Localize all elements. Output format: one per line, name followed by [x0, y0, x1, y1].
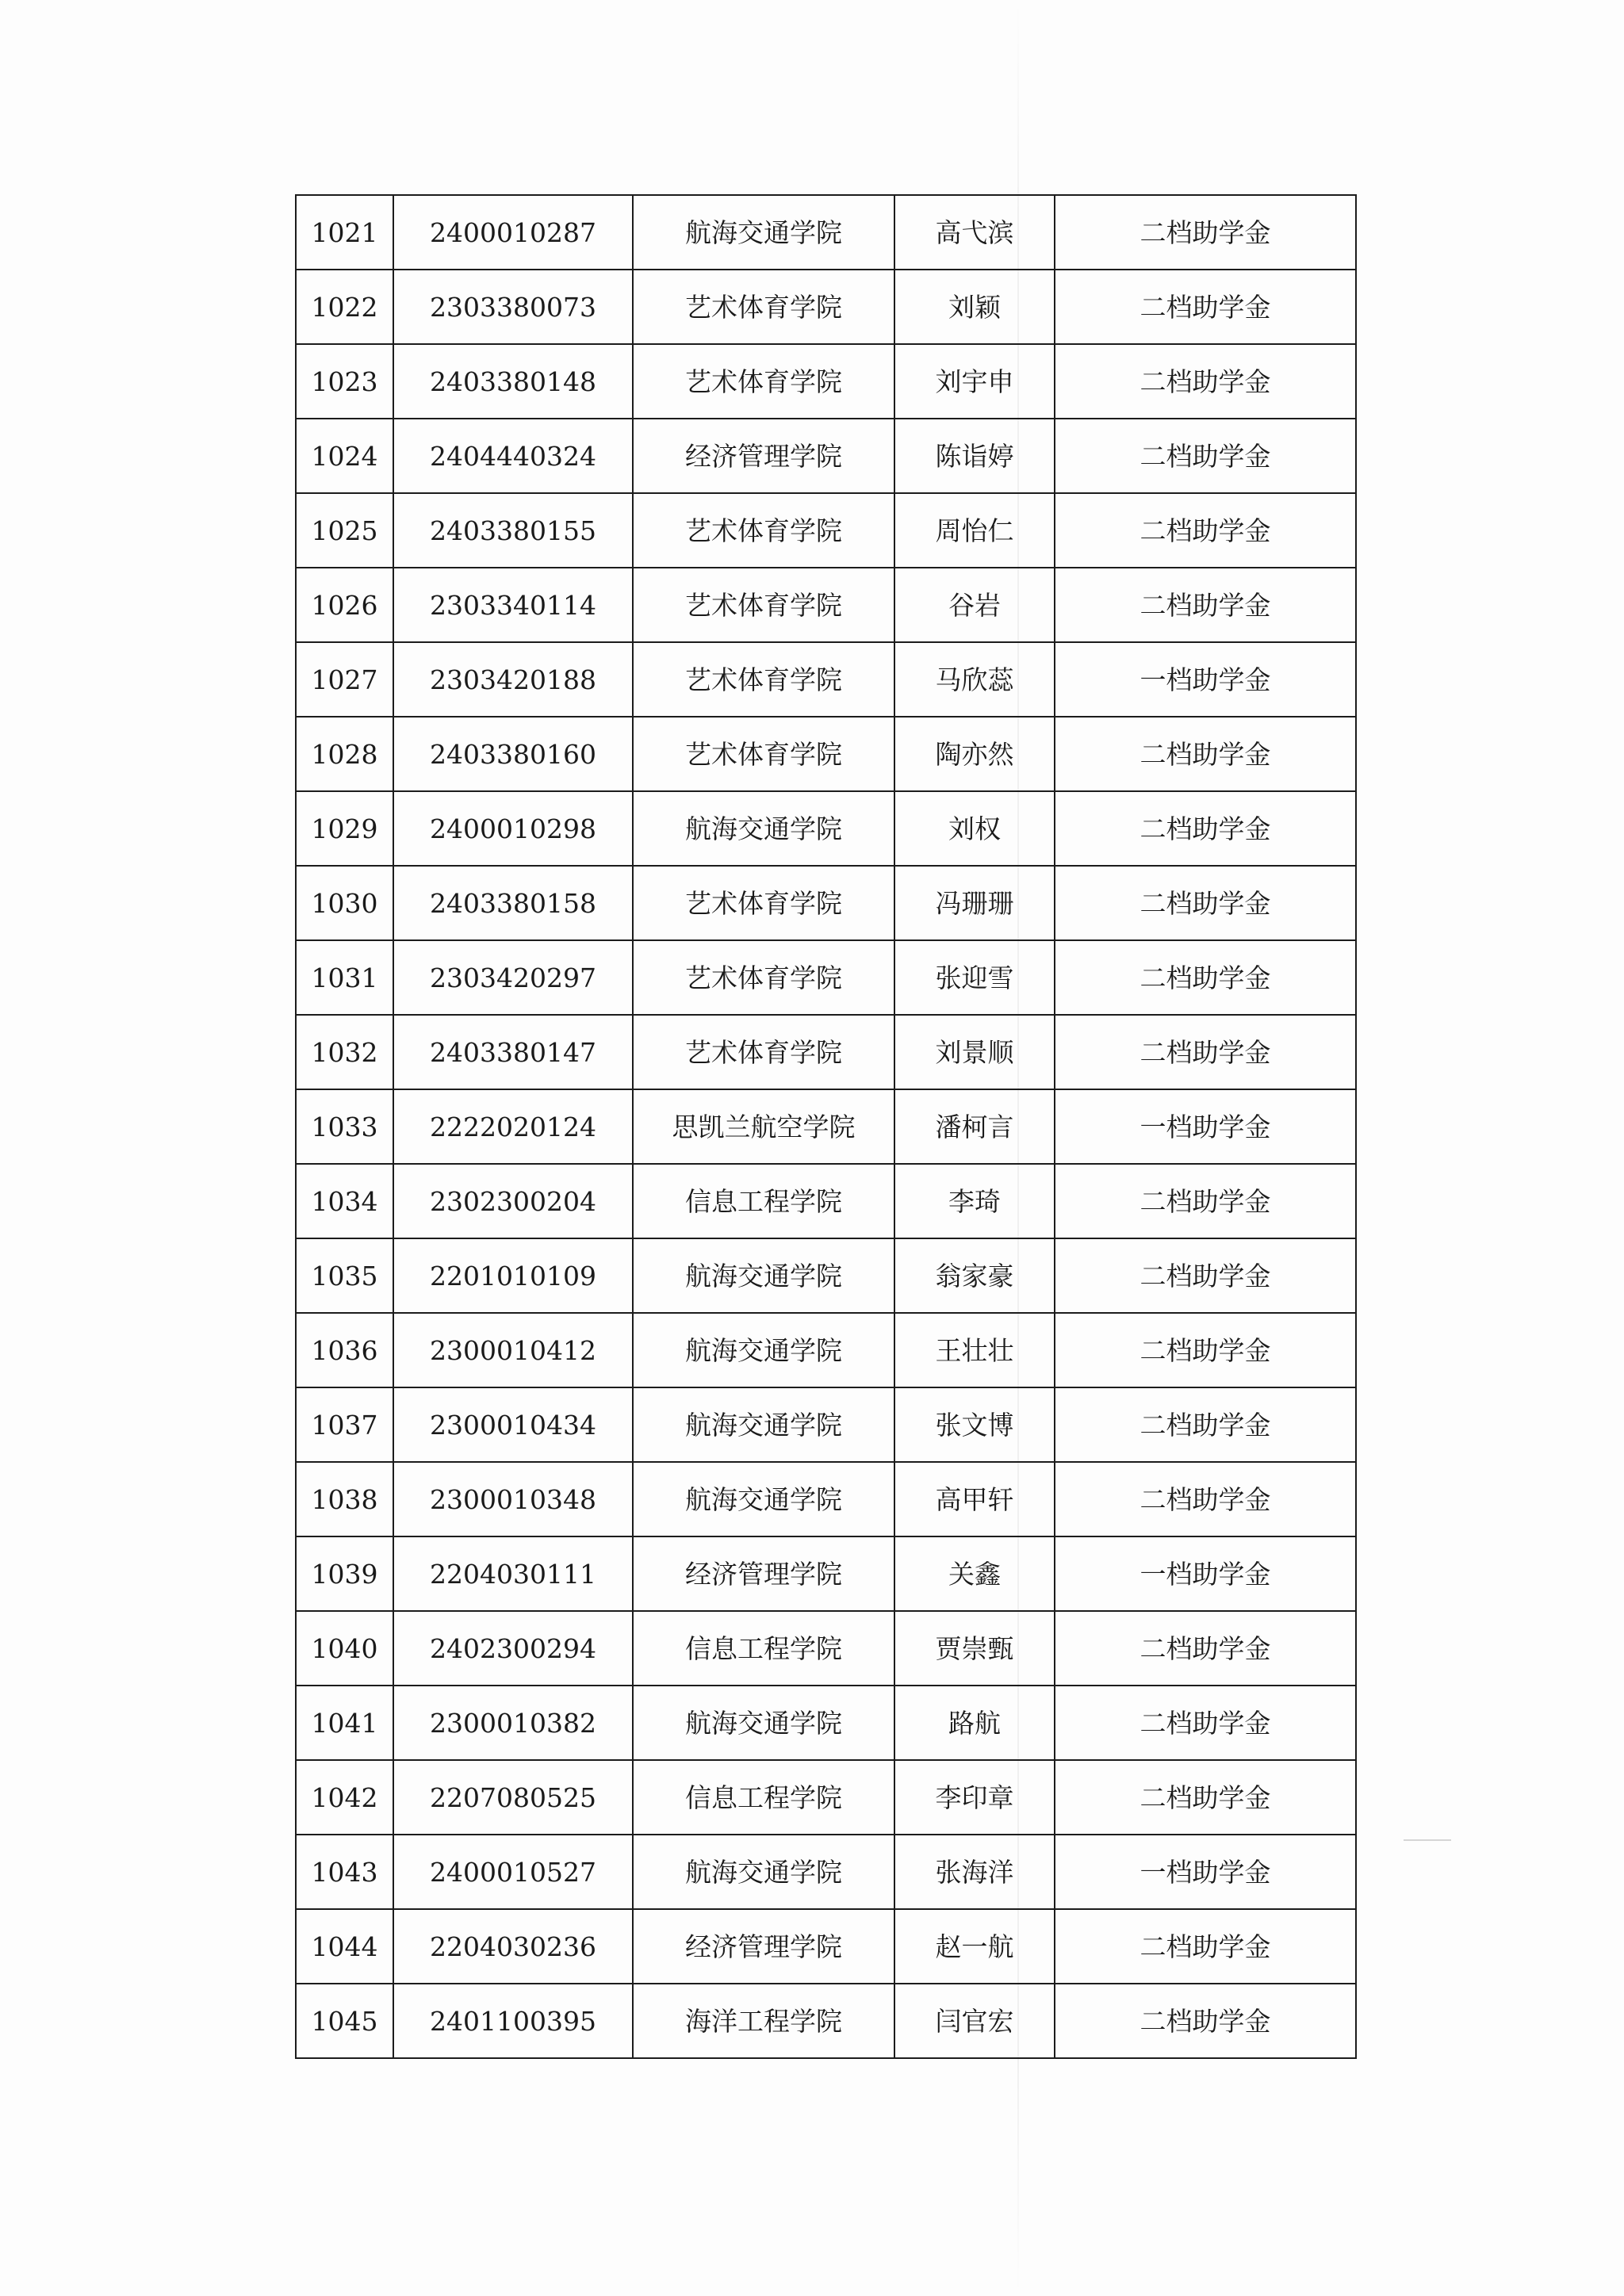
row-number-cell: 1029	[296, 791, 393, 866]
roster-body	[296, 195, 1356, 2058]
scan-mark	[1404, 1839, 1451, 1841]
row-number-cell: 1043	[296, 1835, 393, 1909]
table-row	[296, 940, 1356, 1015]
student-name-cell: 刘权	[894, 791, 1055, 866]
table-row	[296, 717, 1356, 791]
student-name-cell: 李印章	[894, 1760, 1055, 1835]
student-id-cell: 2403380158	[393, 866, 633, 940]
table-row	[296, 1984, 1356, 2058]
student-id-cell: 2222020124	[393, 1089, 633, 1164]
student-name-cell: 周怡仁	[894, 493, 1055, 568]
college-cell: 信息工程学院	[633, 1164, 894, 1238]
row-number-cell: 1038	[296, 1462, 393, 1536]
row-number-cell: 1044	[296, 1909, 393, 1984]
row-number-cell: 1028	[296, 717, 393, 791]
student-id-cell: 2403380160	[393, 717, 633, 791]
grant-level-cell: 二档助学金	[1055, 940, 1356, 1015]
student-name-cell: 刘景顺	[894, 1015, 1055, 1089]
row-number-cell: 1024	[296, 419, 393, 493]
student-name-cell: 李琦	[894, 1164, 1055, 1238]
student-name-cell: 闫官宏	[894, 1984, 1055, 2058]
table-row	[296, 642, 1356, 717]
table-row	[296, 1536, 1356, 1611]
table-row	[296, 1015, 1356, 1089]
table-row	[296, 344, 1356, 419]
row-number-cell: 1035	[296, 1238, 393, 1313]
student-name-cell: 翁家豪	[894, 1238, 1055, 1313]
grant-level-cell: 二档助学金	[1055, 1611, 1356, 1686]
student-id-cell: 2300010348	[393, 1462, 633, 1536]
student-name-cell: 潘柯言	[894, 1089, 1055, 1164]
student-name-cell: 张海洋	[894, 1835, 1055, 1909]
student-id-cell: 2400010298	[393, 791, 633, 866]
college-cell: 航海交通学院	[633, 1835, 894, 1909]
row-number-cell: 1022	[296, 270, 393, 344]
college-cell: 航海交通学院	[633, 1686, 894, 1760]
grant-level-cell: 二档助学金	[1055, 791, 1356, 866]
grant-level-cell: 二档助学金	[1055, 1164, 1356, 1238]
college-cell: 艺术体育学院	[633, 270, 894, 344]
college-cell: 航海交通学院	[633, 1238, 894, 1313]
student-name-cell: 路航	[894, 1686, 1055, 1760]
row-number-cell: 1032	[296, 1015, 393, 1089]
table-row	[296, 195, 1356, 270]
college-cell: 航海交通学院	[633, 1387, 894, 1462]
grant-level-cell: 二档助学金	[1055, 270, 1356, 344]
student-name-cell: 张迎雪	[894, 940, 1055, 1015]
grant-level-cell: 二档助学金	[1055, 344, 1356, 419]
student-id-cell: 2303420297	[393, 940, 633, 1015]
student-name-cell: 高甲轩	[894, 1462, 1055, 1536]
college-cell: 艺术体育学院	[633, 493, 894, 568]
row-number-cell: 1021	[296, 195, 393, 270]
student-id-cell: 2403380148	[393, 344, 633, 419]
student-name-cell: 马欣蕊	[894, 642, 1055, 717]
table-row	[296, 1387, 1356, 1462]
row-number-cell: 1039	[296, 1536, 393, 1611]
grant-level-cell: 一档助学金	[1055, 1835, 1356, 1909]
row-number-cell: 1031	[296, 940, 393, 1015]
student-name-cell: 冯珊珊	[894, 866, 1055, 940]
student-id-cell: 2400010527	[393, 1835, 633, 1909]
student-id-cell: 2300010412	[393, 1313, 633, 1387]
grant-level-cell: 一档助学金	[1055, 1536, 1356, 1611]
college-cell: 思凯兰航空学院	[633, 1089, 894, 1164]
student-id-cell: 2303420188	[393, 642, 633, 717]
college-cell: 经济管理学院	[633, 1909, 894, 1984]
student-id-cell: 2402300294	[393, 1611, 633, 1686]
student-name-cell: 张文博	[894, 1387, 1055, 1462]
grant-level-cell: 二档助学金	[1055, 1686, 1356, 1760]
table-row	[296, 791, 1356, 866]
student-id-cell: 2207080525	[393, 1760, 633, 1835]
table-row	[296, 1611, 1356, 1686]
row-number-cell: 1030	[296, 866, 393, 940]
table-row	[296, 1909, 1356, 1984]
table-row	[296, 1164, 1356, 1238]
student-name-cell: 谷岩	[894, 568, 1055, 642]
table-row	[296, 1760, 1356, 1835]
student-name-cell: 高弋滨	[894, 195, 1055, 270]
student-id-cell: 2201010109	[393, 1238, 633, 1313]
grant-level-cell: 二档助学金	[1055, 1015, 1356, 1089]
table-row	[296, 1238, 1356, 1313]
row-number-cell: 1036	[296, 1313, 393, 1387]
student-name-cell: 贾崇甄	[894, 1611, 1055, 1686]
grant-level-cell: 二档助学金	[1055, 1462, 1356, 1536]
grant-level-cell: 二档助学金	[1055, 1909, 1356, 1984]
row-number-cell: 1023	[296, 344, 393, 419]
grant-level-cell: 一档助学金	[1055, 1089, 1356, 1164]
college-cell: 信息工程学院	[633, 1760, 894, 1835]
grant-level-cell: 二档助学金	[1055, 866, 1356, 940]
student-name-cell: 陶亦然	[894, 717, 1055, 791]
row-number-cell: 1034	[296, 1164, 393, 1238]
table-row	[296, 270, 1356, 344]
row-number-cell: 1026	[296, 568, 393, 642]
college-cell: 经济管理学院	[633, 419, 894, 493]
college-cell: 艺术体育学院	[633, 568, 894, 642]
college-cell: 艺术体育学院	[633, 717, 894, 791]
college-cell: 航海交通学院	[633, 195, 894, 270]
row-number-cell: 1025	[296, 493, 393, 568]
student-name-cell: 王壮壮	[894, 1313, 1055, 1387]
table-row	[296, 1835, 1356, 1909]
student-id-cell: 2403380147	[393, 1015, 633, 1089]
row-number-cell: 1042	[296, 1760, 393, 1835]
college-cell: 海洋工程学院	[633, 1984, 894, 2058]
student-name-cell: 赵一航	[894, 1909, 1055, 1984]
student-id-cell: 2204030236	[393, 1909, 633, 1984]
student-id-cell: 2400010287	[393, 195, 633, 270]
college-cell: 信息工程学院	[633, 1611, 894, 1686]
table-row	[296, 866, 1356, 940]
college-cell: 艺术体育学院	[633, 642, 894, 717]
grant-level-cell: 二档助学金	[1055, 195, 1356, 270]
table-row	[296, 1686, 1356, 1760]
table-row	[296, 1462, 1356, 1536]
row-number-cell: 1045	[296, 1984, 393, 2058]
table-row	[296, 493, 1356, 568]
college-cell: 艺术体育学院	[633, 940, 894, 1015]
student-id-cell: 2300010434	[393, 1387, 633, 1462]
table-row	[296, 419, 1356, 493]
grant-level-cell: 二档助学金	[1055, 717, 1356, 791]
grant-level-cell: 二档助学金	[1055, 568, 1356, 642]
college-cell: 艺术体育学院	[633, 866, 894, 940]
row-number-cell: 1027	[296, 642, 393, 717]
college-cell: 航海交通学院	[633, 1313, 894, 1387]
student-id-cell: 2303380073	[393, 270, 633, 344]
college-cell: 航海交通学院	[633, 791, 894, 866]
grant-level-cell: 二档助学金	[1055, 1313, 1356, 1387]
student-name-cell: 陈诣婷	[894, 419, 1055, 493]
student-id-cell: 2401100395	[393, 1984, 633, 2058]
student-name-cell: 关鑫	[894, 1536, 1055, 1611]
row-number-cell: 1033	[296, 1089, 393, 1164]
student-id-cell: 2302300204	[393, 1164, 633, 1238]
grant-level-cell: 二档助学金	[1055, 1238, 1356, 1313]
grant-level-cell: 二档助学金	[1055, 1760, 1356, 1835]
row-number-cell: 1041	[296, 1686, 393, 1760]
grant-level-cell: 二档助学金	[1055, 1984, 1356, 2058]
grant-roster-table	[295, 194, 1357, 2059]
table-row	[296, 1313, 1356, 1387]
student-name-cell: 刘宇申	[894, 344, 1055, 419]
grant-level-cell: 一档助学金	[1055, 642, 1356, 717]
grant-level-cell: 二档助学金	[1055, 419, 1356, 493]
student-id-cell: 2300010382	[393, 1686, 633, 1760]
table-row	[296, 1089, 1356, 1164]
student-id-cell: 2404440324	[393, 419, 633, 493]
college-cell: 经济管理学院	[633, 1536, 894, 1611]
college-cell: 艺术体育学院	[633, 1015, 894, 1089]
row-number-cell: 1037	[296, 1387, 393, 1462]
college-cell: 航海交通学院	[633, 1462, 894, 1536]
student-id-cell: 2204030111	[393, 1536, 633, 1611]
grant-level-cell: 二档助学金	[1055, 493, 1356, 568]
row-number-cell: 1040	[296, 1611, 393, 1686]
grant-level-cell: 二档助学金	[1055, 1387, 1356, 1462]
college-cell: 艺术体育学院	[633, 344, 894, 419]
student-id-cell: 2403380155	[393, 493, 633, 568]
student-name-cell: 刘颖	[894, 270, 1055, 344]
table-row	[296, 568, 1356, 642]
student-id-cell: 2303340114	[393, 568, 633, 642]
